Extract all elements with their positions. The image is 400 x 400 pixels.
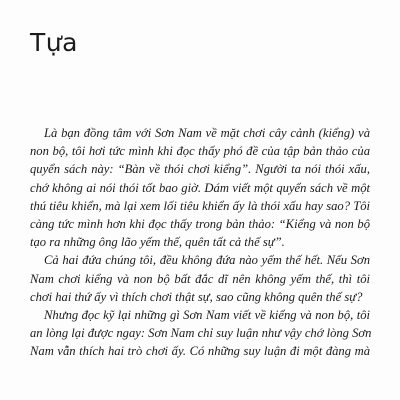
- paragraph-3: [30, 306, 370, 361]
- text-line: tạo ra những ông lão yếm thế, quên tất cả thế sự”.: [30, 235, 285, 250]
- paragraph-1: [30, 124, 370, 251]
- text-line: chơi hai thứ ấy vì thích chơi thật sự, sao cũng không quên thế sự?: [30, 289, 363, 304]
- page-title: Tựa: [30, 28, 78, 57]
- text-line: Cả hai đứa chúng tôi, đều không đứa nào yếm thế hết. Nếu Sơn: [44, 253, 370, 268]
- text-line: thú tiêu khiển, mà lại xem lối tiêu khiển ấy là thói xấu hay sao? Tôi: [30, 198, 370, 213]
- text-line: Nam chơi kiểng và non bộ bất đắc dĩ nên không yếm thế, thì tôi: [30, 271, 370, 286]
- text-line: Nam vẫn thích hai trò chơi ấy. Có những suy luận đi một đàng mà: [30, 344, 370, 359]
- page-body: [30, 124, 370, 360]
- text-line: Là bạn đồng tâm với Sơn Nam về mặt chơi cây cảnh (kiểng) và: [44, 126, 370, 140]
- text-line: non bộ, tôi hơi tức mình khi đọc thấy phó đề của tập bản thảo của: [30, 144, 370, 159]
- text-line: quyển sách này: “Bàn về thói chơi kiểng”. Người ta nói thói xấu,: [30, 162, 370, 177]
- text-line: chớ không ai nói thói tốt bao giờ. Dám viết một quyển sách về một: [30, 180, 370, 195]
- text-line: an lòng lại được ngay: Sơn Nam chỉ suy luận như vậy chớ lòng Sơn: [30, 326, 372, 341]
- text-line: càng tức mình hơn khi đọc thấy trong bản thảo: “Kiểng và non bộ: [30, 216, 370, 231]
- paragraph-2: [30, 251, 370, 306]
- text-line: Nhưng đọc kỹ lại những gì Sơn Nam viết về kiểng và non bộ, tôi: [44, 307, 370, 322]
